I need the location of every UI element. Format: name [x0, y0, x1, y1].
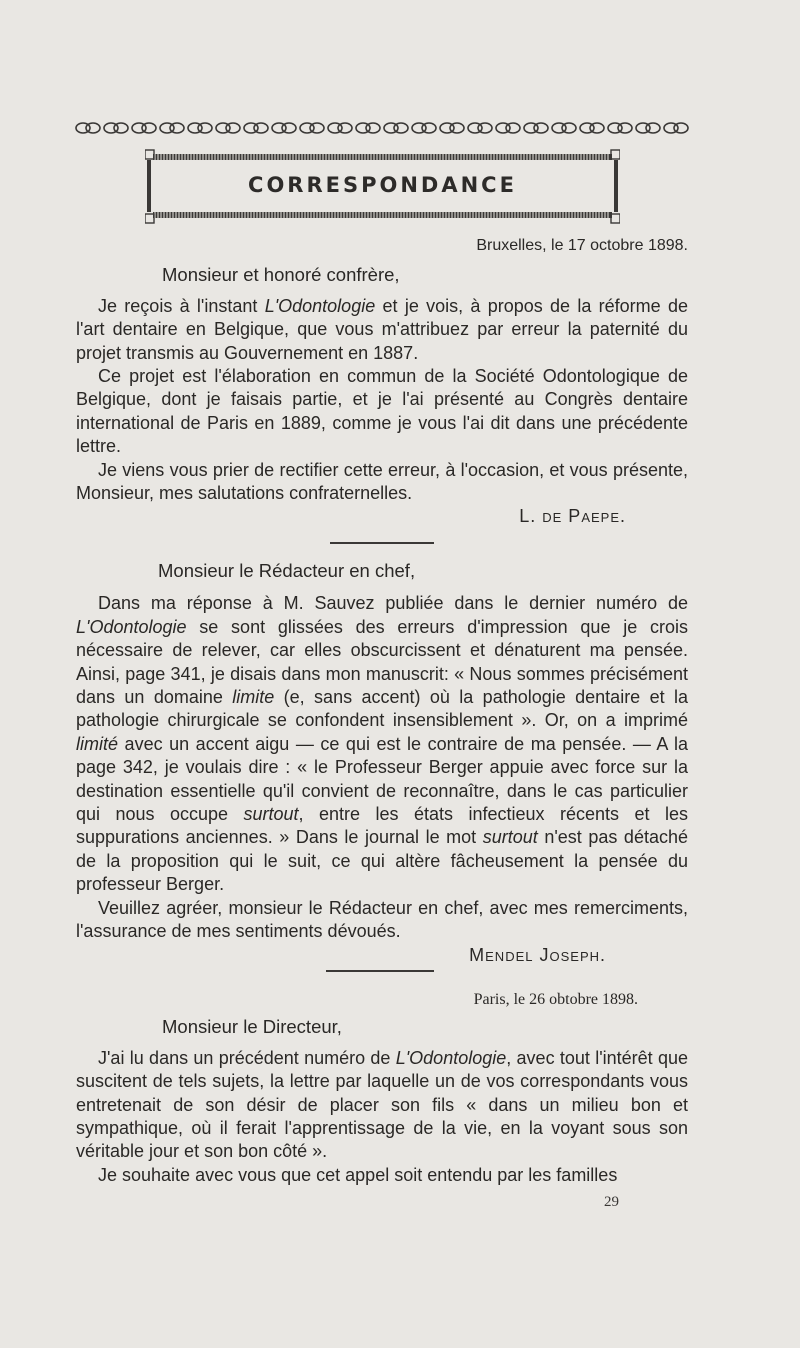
ornament-link — [674, 123, 688, 133]
emphasized-word: surtout — [482, 827, 538, 848]
page-number: 29 — [604, 1194, 619, 1210]
ornament-link — [142, 123, 156, 133]
text-run: Dans ma réponse à M. Sauvez publiée dans le dernier numéro de — [98, 593, 688, 614]
ornament-link — [618, 123, 632, 133]
ornament-link — [646, 123, 660, 133]
ornament-link — [590, 123, 604, 133]
text-run: avec un accent aigu — ce qui est le contraire de ma pensée. — A la page 342, je voulais dire : « le Professeur Berger appuie avec force sur la destination essentielle qu'il convient de reconnaître, dans le cas particulier qui nous occupe — [76, 733, 688, 825]
ornament-link — [422, 123, 436, 133]
paragraph: Je souhaite avec vous que cet appel soit entendu par les familles — [98, 1164, 618, 1185]
ornament-link — [114, 123, 128, 133]
text-run: n'est pas détaché de la proposition qui le suit, ce qui altère fâcheusement la pensée du professeur Berger. — [76, 827, 688, 895]
ornament-link — [534, 123, 548, 133]
ornament-link — [198, 123, 212, 133]
separator-rule — [330, 542, 434, 544]
paragraph: Veuillez agréer, monsieur le Rédacteur en chef, avec mes remerciments, l'assurance de mes sentiments dévoués. — [76, 897, 688, 942]
paragraph — [76, 295, 688, 365]
ornament-border — [74, 118, 690, 138]
emphasized-word: surtout — [243, 804, 299, 825]
text-run: Je reçois à l'instant — [98, 295, 265, 316]
paragraph: Je viens vous prier de rectifier cette erreur, à l'occasion, et vous présente, Monsieur, mes salutations confraternelles. — [76, 459, 688, 504]
text-run: , entre les états infectieux récents et les suppurations anciennes. » Dans le journal le mot — [76, 804, 688, 848]
ornament-link — [86, 123, 100, 133]
ornament-link — [366, 123, 380, 133]
separator-rule — [326, 970, 434, 972]
journal-title: L'Odontologie — [76, 616, 187, 637]
salutation: Monsieur et honoré confrère, — [162, 264, 400, 286]
ornament-link — [506, 123, 520, 133]
emphasized-word: limité — [76, 733, 119, 754]
paragraph: Ce projet est l'élaboration en commun de la Société Odontologique de Belgique, dont je faisais partie, et je l'ai présenté au Congrès dentaire international de Paris en 1889, comme je vous l'ai dit dans une précédente lettre. — [76, 366, 688, 457]
paragraph — [76, 592, 688, 896]
text-run: , avec tout l'intérêt que suscitent de tels sujets, la lettre par laquelle un de vos correspondants vous entretenait de son désir de placer son fils « dans un milieu bon et sympathique, où il ferait l'apprentissage de la vie, en la voyant sous son véritable jour et son bon côté ». — [76, 1047, 688, 1162]
salutation: Monsieur le Rédacteur en chef, — [158, 560, 416, 581]
letter-3 — [76, 988, 688, 1187]
signature: L. de Paepe. — [519, 506, 626, 527]
ornament-link — [254, 123, 268, 133]
ornament-link — [338, 123, 352, 133]
paragraph — [76, 1047, 688, 1164]
section-title: CORRESPONDANCE — [248, 173, 517, 197]
ornament-link — [450, 123, 464, 133]
text-run: se sont glissées des erreurs d'impression que je crois nécessaire de relever, car elles obscurcissent et dénaturent ma pensée. Ainsi, page 341, je disais dans mon manuscrit: « Nous sommes précisément dans un domaine — [76, 616, 688, 708]
letter-2 — [76, 559, 688, 967]
letter-1 — [76, 234, 688, 529]
ornament-link — [562, 123, 576, 133]
journal-title: L'Odontologie — [395, 1047, 507, 1068]
signature: Mendel Joseph. — [469, 944, 606, 965]
ornament-link — [478, 123, 492, 133]
dateline: Bruxelles, le 17 octobre 1898. — [476, 237, 688, 254]
ornament-link — [282, 123, 296, 133]
text-run: J'ai lu dans un précédent numéro de — [98, 1047, 396, 1068]
section-banner — [145, 148, 620, 224]
salutation: Monsieur le Directeur, — [162, 1016, 342, 1038]
journal-title: L'Odontologie — [264, 295, 376, 316]
dateline: Paris, le 26 obtobre 1898. — [473, 991, 638, 1008]
text-run: (e, sans accent) où la pathologie dentaire et la pathologie chirurgicale se confondent insensiblement ». Or, on a imprimé — [76, 687, 688, 731]
ornament-link — [170, 123, 184, 133]
emphasized-word: limite — [232, 687, 275, 708]
ornament-link — [226, 123, 240, 133]
ornament-link — [394, 123, 408, 133]
text-run: et je vois, à propos de la réforme de l'art dentaire en Belgique, que vous m'attribuez par erreur la paternité du projet transmis au Gouvernement en 1887. — [76, 295, 688, 363]
ornament-link — [310, 123, 324, 133]
